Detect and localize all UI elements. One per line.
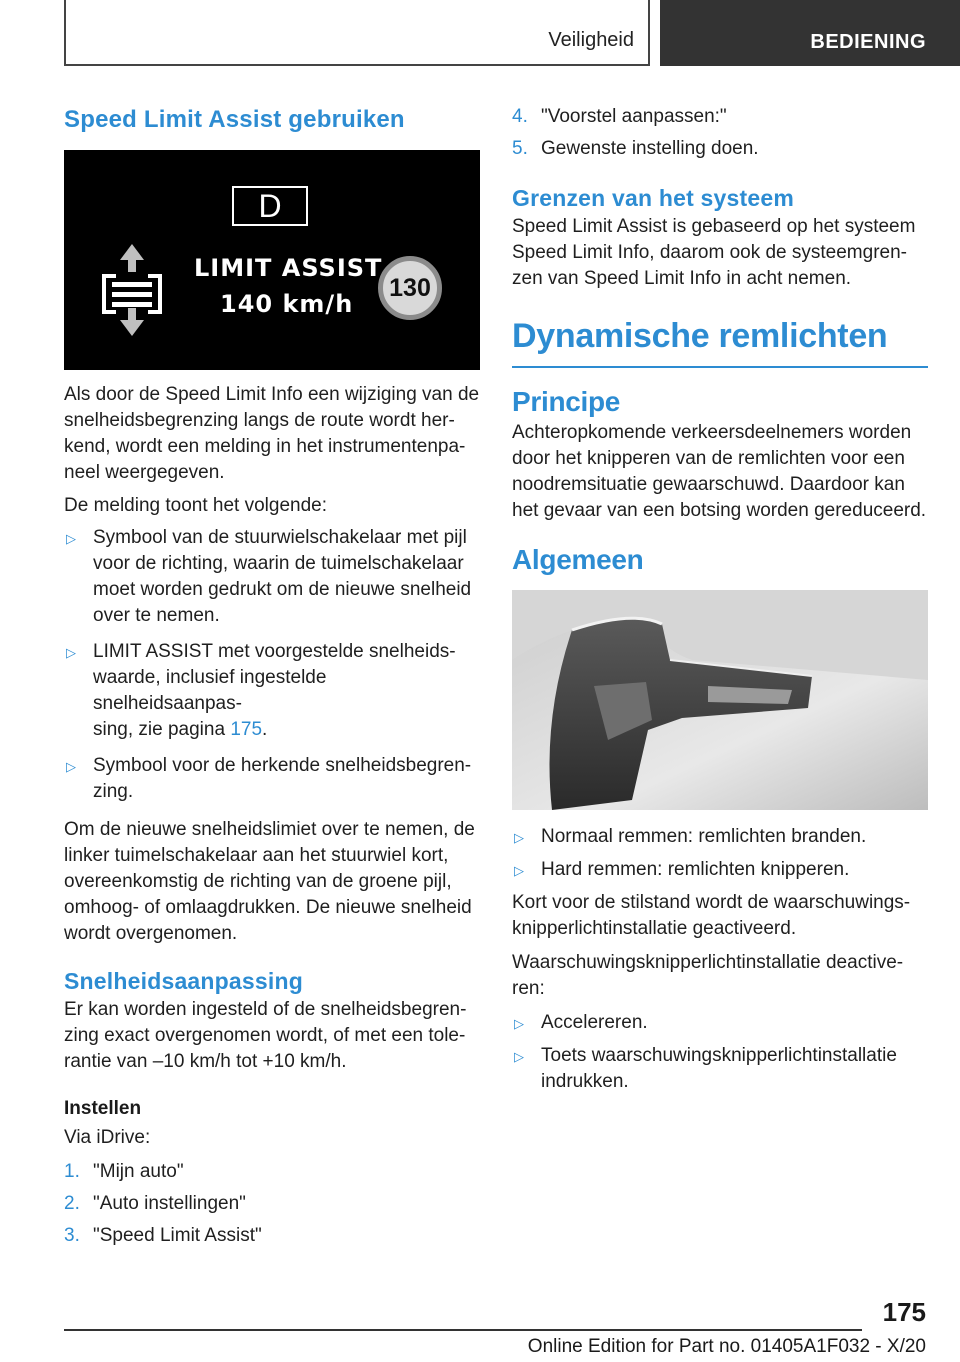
paragraph-tolerantie: Er kan worden ingesteld of de snelheidsbegren- zing exact overgenomen wordt, of met een tole- rantie van –10 km/h tot +10 km/h. <box>64 999 467 1072</box>
bullet-triangle-icon: ▷ <box>514 830 524 845</box>
section-title: Veiligheid <box>548 29 634 51</box>
list-item: ▷ Symbool van de stuurwielschakelaar met pijl voor de richting, waarin de tuimelschakelaar moet worden gedrukt om de nieuwe snelheid over te nemen. <box>64 525 480 629</box>
bullet-triangle-icon: ▷ <box>514 863 524 878</box>
bullet-triangle-icon: ▷ <box>514 1049 524 1064</box>
chapter-title: BEDIENING <box>810 31 926 53</box>
step-item: 2. "Auto instellingen" <box>64 1193 246 1214</box>
speed-limit-assist-heading: Speed Limit Assist gebruiken <box>64 106 405 133</box>
list-item: ▷ Normaal remmen: remlichten branden. <box>512 824 928 851</box>
paragraph-principe: Achteropkomende verkeersdeelnemers worden door het knipperen van de remlichten voor een noodremsituatie gewaarschuwd. Daardoor kan het gevaar van een botsing worden gereduceerd. <box>512 422 927 521</box>
via-idrive: Via iDrive: <box>64 1127 151 1148</box>
paragraph-deactiveren: Waarschuwingsknipperlichtinstallatie deactive- ren: <box>512 952 904 999</box>
paragraph-melding: De melding toont het volgende: <box>64 495 328 516</box>
paragraph-overnemen: Om de nieuwe snelheidslimiet over te nemen, de linker tuimelschakelaar aan het stuurwiel kort, overeenkomstig de richting van de groene pijl, omhoog- of omlaagdrukken. De nieuwe snelheid wordt overgenomen. <box>64 819 475 944</box>
list-item: ▷ LIMIT ASSIST met voorgestelde snelheids- waarde, inclusief ingestelde snelheidsaanpas- sing, zie pagina 175. <box>64 639 480 743</box>
list-item: ▷ Hard remmen: remlichten knipperen. <box>512 857 928 884</box>
limit-assist-label: LIMIT ASSIST <box>194 254 383 282</box>
limit-assist-display-figure <box>64 150 480 370</box>
step-item: 5. Gewenste instelling doen. <box>512 138 759 159</box>
heading-rule <box>512 366 928 368</box>
principe-heading: Principe <box>512 386 621 417</box>
algemeen-heading: Algemeen <box>512 544 644 575</box>
bullet-triangle-icon: ▷ <box>66 531 76 546</box>
limit-assist-speed: 140 km/h <box>220 290 354 318</box>
speed-limit-sign: 130 <box>378 256 442 320</box>
bullet-triangle-icon: ▷ <box>66 645 76 660</box>
dynamische-remlichten-heading: Dynamische remlichten <box>512 317 888 355</box>
tail-light-photo <box>512 590 928 810</box>
header-chapter-box <box>660 0 960 66</box>
list-item: ▷ Accelereren. <box>512 1010 928 1037</box>
list-item: ▷ Toets waarschuwingsknipperlichtinstallatie indrukken. <box>512 1043 928 1095</box>
left-column <box>64 100 480 1249</box>
header-section-box <box>64 0 650 66</box>
bullet-triangle-icon: ▷ <box>514 1016 524 1031</box>
bullet-triangle-icon: ▷ <box>66 759 76 774</box>
page-link-175[interactable]: 175 <box>230 719 263 740</box>
gear-indicator: D <box>232 186 308 226</box>
step-item: 3. "Speed Limit Assist" <box>64 1225 262 1246</box>
paragraph-intro: Als door de Speed Limit Info een wijziging van de snelheidsbegrenzing langs de route wordt her- kend, wordt een melding in het instrumentenpa- neel weergegeven. <box>64 384 480 483</box>
paragraph-kort: Kort voor de stilstand wordt de waarschuwings- knipperlichtinstallatie geactiveerd. <box>512 892 911 939</box>
snelheidsaanpassing-heading: Snelheidsaanpassing <box>64 968 303 994</box>
right-column <box>512 100 928 1095</box>
steering-lever-icon <box>98 242 178 338</box>
list-item: ▷ Symbool voor de herkende snelheidsbegren- zing. <box>64 753 480 805</box>
page-number: 175 <box>882 1297 926 1327</box>
step-item: 4. "Voorstel aanpassen:" <box>512 106 727 127</box>
paragraph-grenzen: Speed Limit Assist is gebaseerd op het systeem Speed Limit Info, daarom ook de systeemgren- zen van Speed Limit Info in acht nemen. <box>512 216 916 289</box>
footer-edition: Online Edition for Part no. 01405A1F032 - X/20 <box>527 1336 926 1357</box>
step-item: 1. "Mijn auto" <box>64 1161 184 1182</box>
footer-rule <box>64 1329 862 1331</box>
instellen-heading: Instellen <box>64 1098 142 1119</box>
grenzen-heading: Grenzen van het systeem <box>512 185 794 211</box>
